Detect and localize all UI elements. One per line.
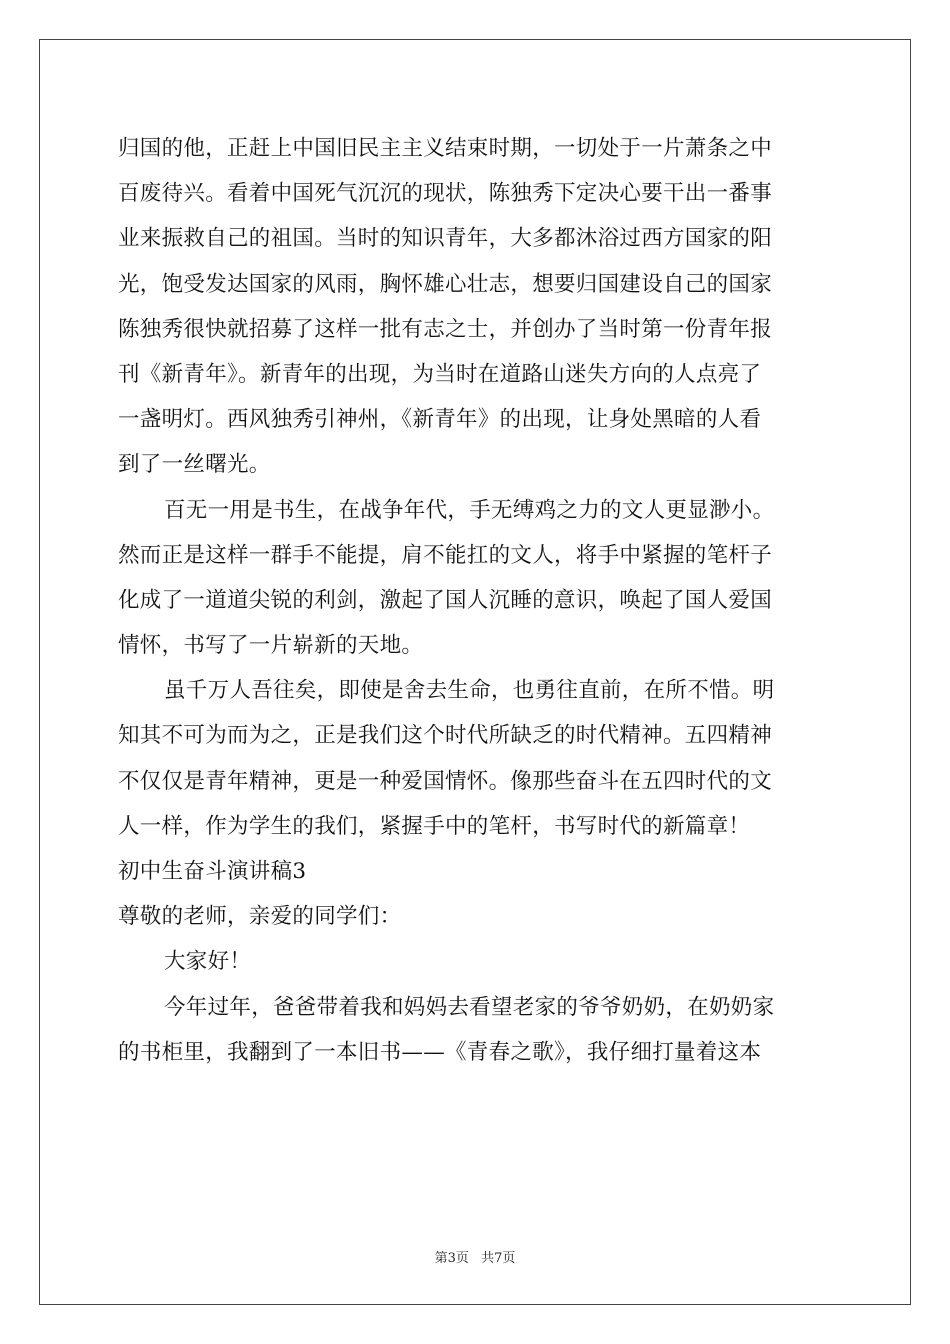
text-line: 不仅仅是青年精神，更是一种爱国情怀。像那些奋斗在五四时代的文 [118, 768, 773, 794]
page-number: 第3页 [434, 1251, 469, 1266]
text-line: 陈独秀很快就招募了这样一批有志之士，并创办了当时第一份青年报 [118, 316, 773, 342]
text-line: 情怀，书写了一片崭新的天地。 [118, 633, 424, 659]
text-line: 初中生奋斗演讲稿3 [118, 859, 307, 884]
text-line: 大家好！ [164, 949, 252, 975]
text-line: 刊《新青年》。新青年的出现，为当时在道路山迷失方向的人点亮了 [118, 361, 762, 387]
text-line: 今年过年，爸爸带着我和妈妈去看望老家的爷爷奶奶，在奶奶家 [164, 994, 775, 1020]
text-line: 知其不可为而为之，正是我们这个时代所缺乏的时代精神。五四精神 [118, 723, 773, 749]
page-total: 共7页 [481, 1251, 516, 1266]
text-line: 的书柜里，我翻到了一本旧书——《青春之歌》，我仔细打量着这本 [118, 1039, 762, 1065]
text-line: 到了一丝曙光。 [118, 452, 271, 478]
text-line: 业来振救自己的祖国。当时的知识青年，大多都沐浴过西方国家的阳 [118, 226, 773, 252]
text-line: 百废待兴。看着中国死气沉沉的现状，陈独秀下定决心要干出一番事 [118, 181, 773, 207]
text-line: 光，饱受发达国家的风雨，胸怀雄心壮志，想要归国建设自己的国家 [118, 271, 773, 297]
text-line: 然而正是这样一群手不能提，肩不能扛的文人，将手中紧握的笔杆子 [118, 542, 773, 568]
text-line: 虽千万人吾往矣，即使是舍去生命，也勇往直前，在所不惜。明 [164, 678, 775, 704]
text-line: 百无一用是书生，在战争年代，手无缚鸡之力的文人更显渺小。 [164, 497, 775, 523]
text-line: 归国的他，正赶上中国旧民主主义结束时期，一切处于一片萧条之中 [118, 136, 773, 161]
text-line: 化成了一道道尖锐的利剑，激起了国人沉睡的意识，唤起了国人爱国 [118, 587, 773, 613]
page-footer [0, 1247, 950, 1266]
text-line: 人一样，作为学生的我们，紧握手中的笔杆，书写时代的新篇章！ [118, 813, 751, 839]
document-body [118, 126, 834, 1075]
text-line: 尊敬的老师，亲爱的同学们： [118, 904, 402, 930]
text-line: 一盏明灯。西风独秀引神州，《新青年》的出现，让身处黑暗的人看 [118, 407, 762, 433]
